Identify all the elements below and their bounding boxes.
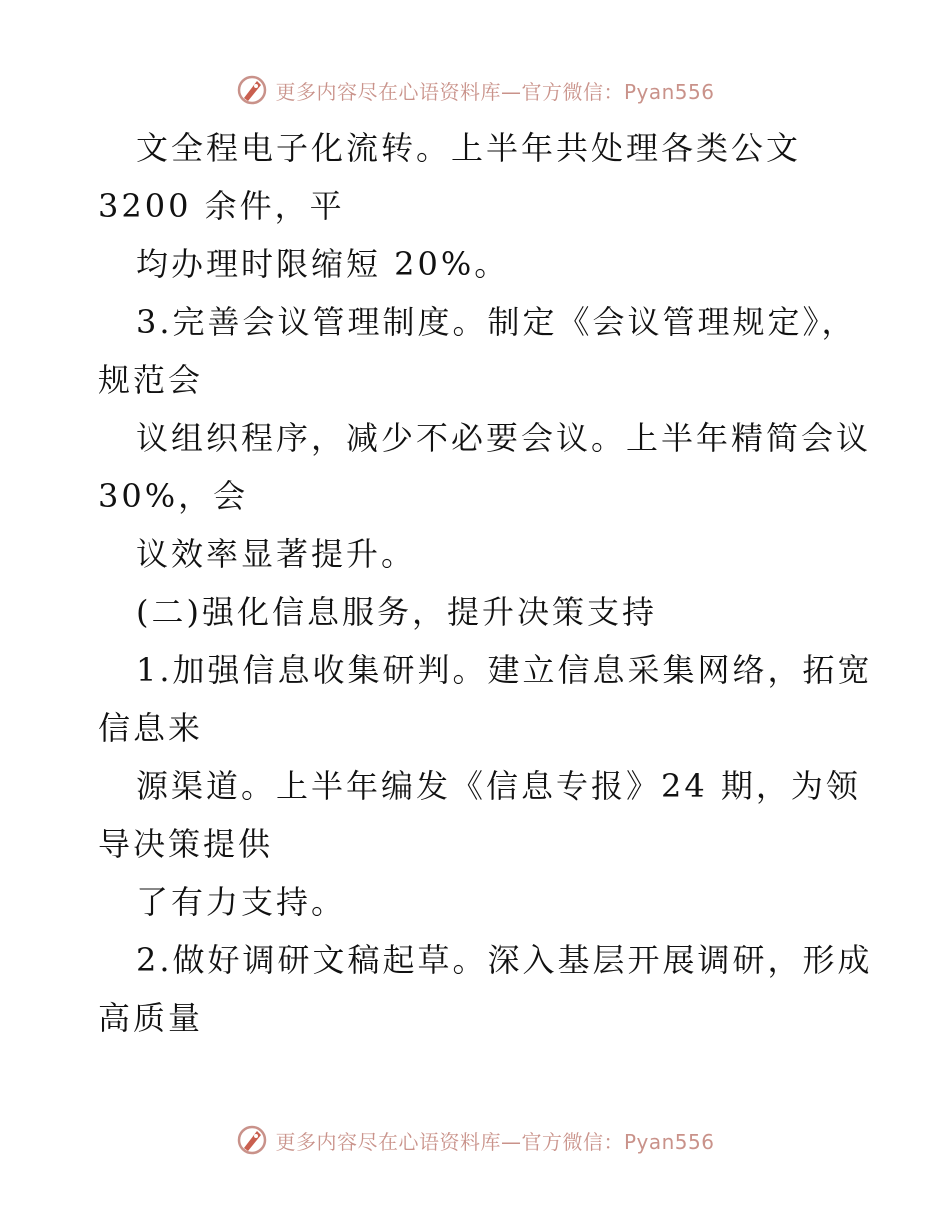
footer-watermark-text: 更多内容尽在心语资料库—官方微信：Pyan556 xyxy=(275,1129,715,1154)
body-line: 1.加强信息收集研判。建立信息采集网络，拓宽 xyxy=(136,651,873,689)
body-line: 了有力支持。 xyxy=(136,883,347,921)
body-line: 3.完善会议管理制度。制定《会议管理规定》， xyxy=(136,303,857,341)
pen-nib-logo-icon xyxy=(235,73,269,107)
body-line: 导决策提供 xyxy=(98,825,274,863)
body-line: 高质量 xyxy=(98,999,204,1037)
body-line: 规范会 xyxy=(98,361,204,399)
body-line: 文全程电子化流转。上半年共处理各类公文 xyxy=(136,129,802,167)
header-watermark-text: 更多内容尽在心语资料库—官方微信：Pyan556 xyxy=(275,79,715,104)
body-line: 信息来 xyxy=(98,709,204,747)
body-line: 议效率显著提升。 xyxy=(136,535,417,573)
body-line: 2.做好调研文稿起草。深入基层开展调研，形成 xyxy=(136,941,873,979)
body-line: 3200 余件，平 xyxy=(98,187,345,225)
body-line: 议组织程序，减少不必要会议。上半年精简会议 xyxy=(136,419,872,457)
footer-watermark-banner xyxy=(0,1120,950,1160)
section-heading: (二)强化信息服务，提升决策支持 xyxy=(136,593,657,631)
body-line: 源渠道。上半年编发《信息专报》24 期，为领 xyxy=(136,767,861,805)
body-line: 均办理时限缩短 20%。 xyxy=(136,245,510,283)
body-line: 30%，会 xyxy=(98,477,249,515)
header-watermark-banner xyxy=(0,70,950,110)
pen-nib-logo-icon xyxy=(235,1123,269,1157)
